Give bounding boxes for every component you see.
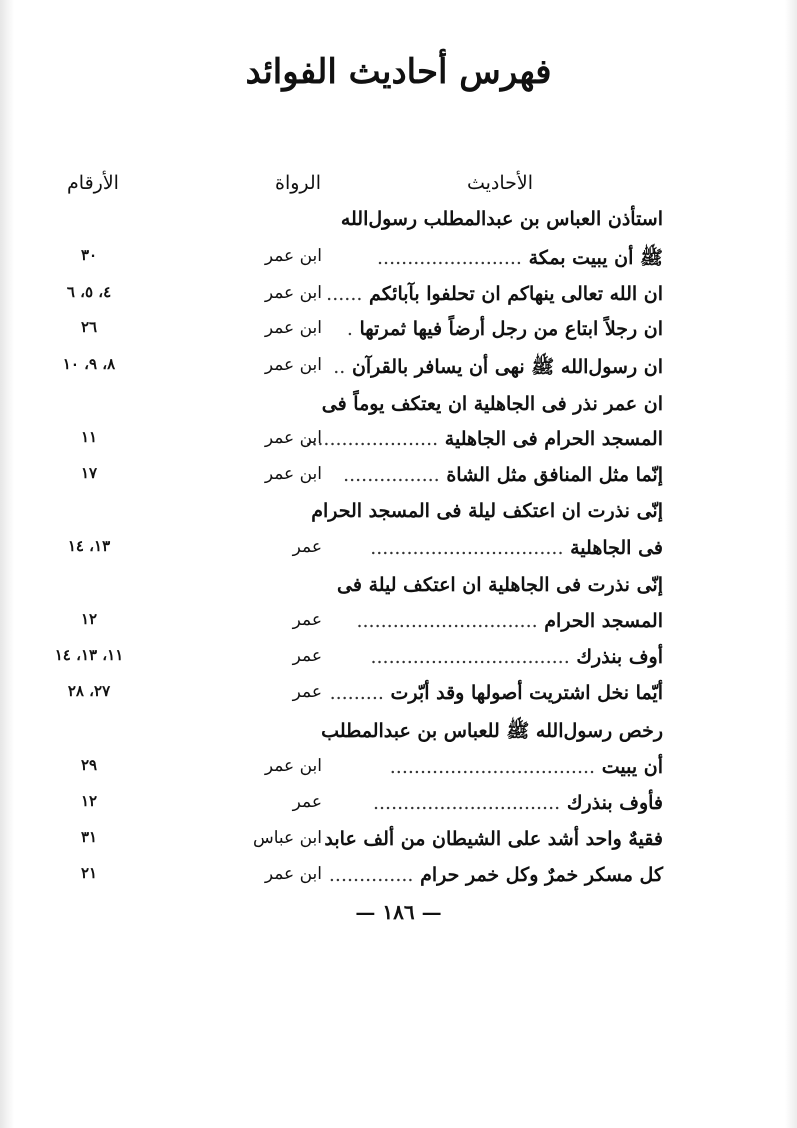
reference-numbers: ١٢ [80,610,98,628]
narrator: عمر [292,610,322,630]
dot-leader: ................ [343,464,440,486]
hadith-text [311,500,663,522]
hadith-label: ان رسول‌الله ﷺ نهى أن يسافر بالقرآن [351,356,663,378]
hadith-label: أن يبيت [601,756,663,778]
reference-numbers: ٢١ [80,864,98,882]
narrator: ابن عمر [264,355,322,375]
hadith-text [323,318,663,340]
reference-numbers: ٢٦ [80,318,98,336]
narrator: ابن عمر [264,864,322,884]
hadith-label: إنّى نذرت ان اعتكف ليلة فى المسجد الحرام [311,500,663,522]
dot-leader: .. [333,356,346,378]
hadith-label: ان الله تعالى ينهاكم ان تحلفوا بآبائكم [369,283,663,305]
hadith-label: كل مسكر خمرٌ وكل خمر حرام [420,864,663,886]
reference-numbers: ١١ [80,428,98,446]
narrator: عمر [292,792,322,812]
narrator: ابن عمر [264,318,322,338]
narrator: عمر [292,682,322,702]
reference-numbers: ١٢ [80,792,98,810]
hadith-text [323,246,663,274]
dot-leader: .................................. [389,756,596,778]
table-row [0,428,797,462]
table-row [0,682,797,716]
hadith-label: إنّى نذرت فى الجاهلية ان اعتكف ليلة فى [337,574,663,596]
narrator: ابن عمر [264,464,322,484]
hadith-label: إنّما مثل المنافق مثل الشاة [446,464,663,486]
table-row [0,646,797,680]
reference-numbers: ٣٠ [80,246,98,264]
table-row [0,864,797,898]
hadith-text [323,537,663,559]
reference-numbers: ٢٧، ٢٨ [67,682,111,700]
table-row [0,828,797,862]
hadith-text [323,355,663,383]
hadith-label: أيّما نخل اشتريت أصولها وقد أبّرت [390,682,663,704]
dot-leader: ......... [329,682,384,704]
dot-leader: ................................ [370,537,564,559]
narrator: ابن عمر [264,428,322,448]
hadith-label: ﷺ أن يبيت بمكة [528,247,663,269]
dot-leader: ...................... [305,428,439,450]
dot-leader: .............. [328,864,414,886]
table-row [0,719,797,753]
table-row [0,246,797,280]
hadith-text [323,610,663,632]
header-hadith: الأحاديث [466,172,534,194]
hadith-label: المسجد الحرام [544,610,663,632]
page-title: فهرس أحاديث الفوائد [245,52,552,92]
narrator: ابن عمر [264,756,322,776]
narrator: عمر [292,646,322,666]
table-row [0,318,797,352]
hadith-text [323,208,663,230]
table-row [0,464,797,498]
hadith-text [323,864,663,886]
hadith-text [323,792,663,814]
hadith-text [305,428,663,450]
hadith-text [323,393,663,415]
header-numbers: الأرقام [67,172,119,194]
hadith-text [323,283,663,305]
hadith-label: أوف بنذرك [576,646,663,668]
reference-numbers: ٢٩ [80,756,98,774]
hadith-label: فأوف بنذرك [566,792,663,814]
table-row [0,208,797,242]
narrator: عمر [292,537,322,557]
hadith-text [323,682,663,704]
hadith-text [323,464,663,486]
dot-leader: ................................. [370,646,570,668]
hadith-label: فى الجاهلية [570,537,663,559]
narrator: ابن عمر [264,246,322,266]
hadith-label: المسجد الحرام فى الجاهلية [444,428,663,450]
header-rawi: الرواة [275,172,321,194]
hadith-text [323,828,663,850]
hadith-label: ان رجلاً ابتاع من رجل أرضاً فيها ثمرتها [359,318,663,340]
dot-leader: ............................... [372,792,561,814]
narrator: ابن عباس [252,828,322,848]
hadith-text [323,646,663,668]
table-row [0,756,797,790]
table-row [0,283,797,317]
reference-numbers: ٨، ٩، ١٠ [62,355,116,373]
narrator: ابن عمر [264,283,322,303]
table-row [0,537,797,571]
hadith-text [323,719,663,747]
table-row [0,610,797,644]
dot-leader: .............................. [356,610,538,632]
hadith-text [323,756,663,778]
reference-numbers: ٤، ٥، ٦ [66,283,112,301]
table-row [0,393,797,427]
reference-numbers: ١٣، ١٤ [67,537,111,555]
hadith-label: فقيهٌ واحد أشد على الشيطان من ألف عابد [324,828,663,850]
dot-leader: . [346,318,353,340]
hadith-text [323,574,663,596]
hadith-label: رخص رسول‌الله ﷺ للعباس بن عبدالمطلب [321,720,663,742]
table-row [0,792,797,826]
hadith-label: ان عمر نذر فى الجاهلية ان يعتكف يوماً فى [321,393,663,415]
reference-numbers: ٣١ [80,828,98,846]
page-number: — ١٨٦ — [355,900,442,924]
table-row [0,500,797,534]
dot-leader: ...... [326,283,363,305]
table-row [0,574,797,608]
hadith-label: استأذن العباس بن عبدالمطلب رسول‌الله [340,208,663,230]
table-row [0,355,797,389]
reference-numbers: ١١، ١٣، ١٤ [54,646,124,664]
dot-leader: ........................ [377,247,522,269]
reference-numbers: ١٧ [80,464,98,482]
